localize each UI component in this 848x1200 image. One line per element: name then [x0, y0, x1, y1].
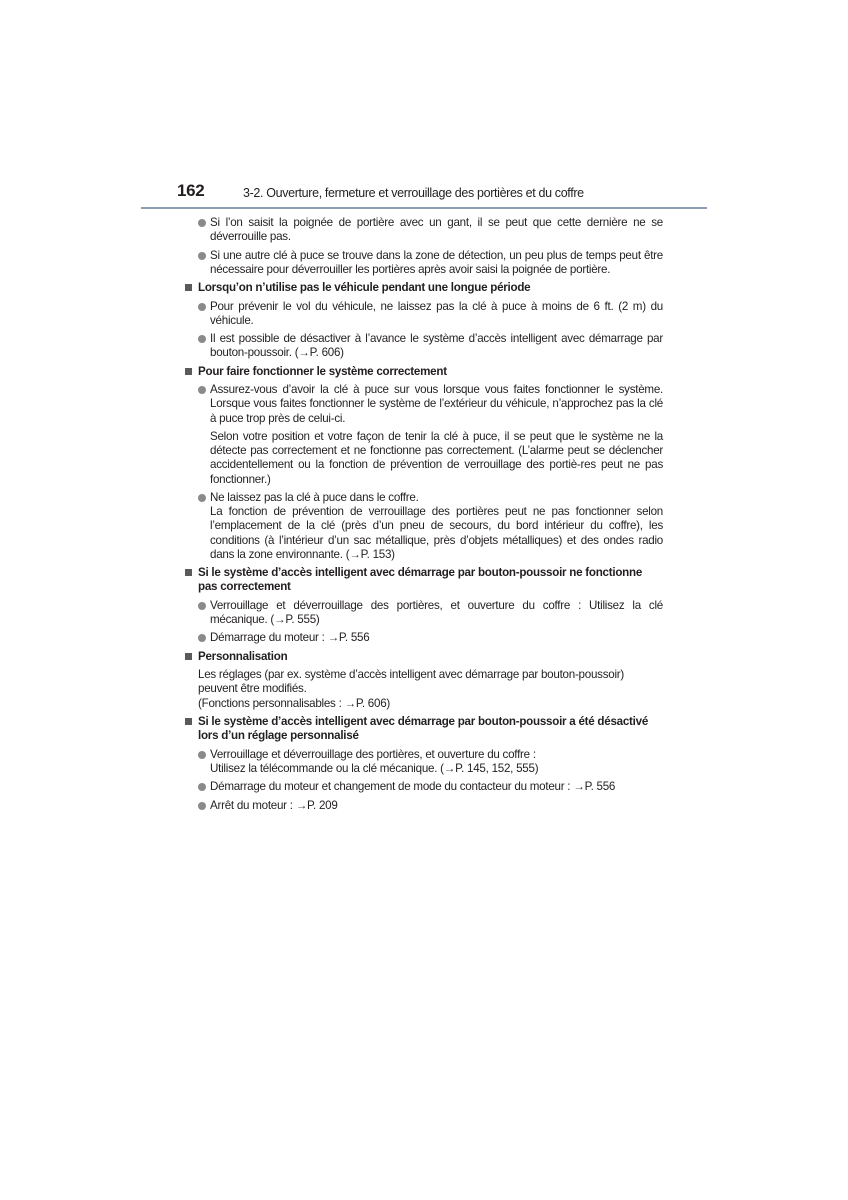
page-header [141, 181, 707, 209]
square-bullet-icon [185, 284, 192, 291]
subsection-heading [185, 566, 663, 594]
bullet-item [185, 631, 663, 645]
bullet-dot-icon [198, 335, 206, 343]
subsection-heading [185, 650, 663, 664]
bullet-text: Verrouillage et déverrouillage des portières, et ouverture du coffre : Utilisez la clé mécanique. (→P. 555) [210, 598, 663, 626]
bullet-continuation: La fonction de prévention de verrouillage des portières peut ne pas fonctionner selon l’emplacement de la clé (près d’un pneu de secours, du bord intérieur du coffre), les conditions (à l’intérieur d’un sac métallique, près d’objets métalliques) et des ondes radio dans la zone environnante. (→P. 153) [210, 505, 663, 561]
bullet-text: Assurez-vous d’avoir la clé à puce sur vous lorsque vous faites fonctionner le système. Lorsque vous faites fonctionner le système de l’extérieur du véhicule, n’approchez pas la clé à puce trop près de celui-ci. [210, 383, 663, 425]
bullet-item [185, 599, 663, 627]
paragraph [185, 668, 663, 711]
bullet-continuation: Selon votre position et votre façon de tenir la clé à puce, il se peut que le système ne la détecte pas correctement et ne fonctionne pas correctement. (L’alarme peut se déclencher accidentellement ou la fonction de prévention de verrouillage des portiè-res peut ne pas fonctionner.) [210, 429, 663, 486]
bullet-text: Si l’on saisit la poignée de portière avec un gant, il se peut que cette dernière ne se déverrouille pas. [210, 216, 663, 244]
bullet-text: Ne laissez pas la clé à puce dans le coffre. [210, 490, 419, 504]
heading-text: Si le système d’accès intelligent avec démarrage par bouton-poussoir a été désactivé lors d’un réglage personnalisé [198, 714, 649, 743]
bullet-item [185, 300, 663, 328]
bullet-item [185, 216, 663, 244]
paragraph-text: Les réglages (par ex. système d’accès intelligent avec démarrage par bouton-poussoir) peuvent être modifiés. [198, 668, 624, 696]
bullet-text: Si une autre clé à puce se trouve dans la zone de détection, un peu plus de temps peut être nécessaire pour déverrouiller les portières après avoir saisi la poignée de portière. [210, 248, 663, 276]
square-bullet-icon [185, 569, 192, 576]
heading-text: Pour faire fonctionner le système correctement [198, 364, 447, 378]
header-divider [141, 207, 707, 209]
square-bullet-icon [185, 718, 192, 725]
bullet-dot-icon [198, 802, 206, 810]
subsection-heading [185, 715, 663, 743]
bullet-text: Pour prévenir le vol du véhicule, ne laissez pas la clé à puce à moins de 6 ft. (2 m) du véhicule. [210, 299, 663, 327]
section-title: 3-2. Ouverture, fermeture et verrouillage des portières et du coffre [243, 186, 584, 200]
bullet-text: Arrêt du moteur : →P. 209 [210, 798, 338, 812]
bullet-dot-icon [198, 602, 206, 610]
bullet-text-line: Utilisez la télécommande ou la clé mécanique. (→P. 145, 152, 555) [210, 761, 539, 775]
paragraph-reference: (Fonctions personnalisables : →P. 606) [198, 696, 390, 710]
bullet-dot-icon [198, 219, 206, 227]
square-bullet-icon [185, 653, 192, 660]
bullet-item [185, 799, 663, 813]
bullet-text: Il est possible de désactiver à l’avance le système d’accès intelligent avec démarrage par bouton-poussoir. (→P. 606) [210, 332, 663, 360]
bullet-dot-icon [198, 494, 206, 502]
heading-text: Si le système d’accès intelligent avec démarrage par bouton-poussoir ne fonctionne pas correctement [198, 566, 643, 594]
bullet-dot-icon [198, 634, 206, 642]
bullet-text: Verrouillage et déverrouillage des portières, et ouverture du coffre : [210, 747, 536, 761]
bullet-dot-icon [198, 751, 206, 759]
bullet-item [185, 491, 663, 505]
subsection-heading [185, 281, 663, 295]
bullet-dot-icon [198, 303, 206, 311]
bullet-item [185, 249, 663, 277]
bullet-item [185, 780, 663, 794]
bullet-dot-icon [198, 783, 206, 791]
bullet-item [185, 748, 663, 776]
bullet-dot-icon [198, 386, 206, 394]
bullet-item [185, 383, 663, 426]
subsection-heading [185, 365, 663, 379]
bullet-text: Démarrage du moteur : →P. 556 [210, 631, 370, 645]
page-body [185, 216, 663, 817]
heading-text: Personnalisation [198, 649, 288, 663]
page-number: 162 [177, 181, 205, 200]
bullet-text: Démarrage du moteur et changement de mode du contacteur du moteur : →P. 556 [210, 780, 616, 794]
bullet-item [185, 332, 663, 360]
bullet-dot-icon [198, 252, 206, 260]
square-bullet-icon [185, 368, 192, 375]
heading-text: Lorsqu’on n’utilise pas le véhicule pendant une longue période [198, 281, 531, 295]
